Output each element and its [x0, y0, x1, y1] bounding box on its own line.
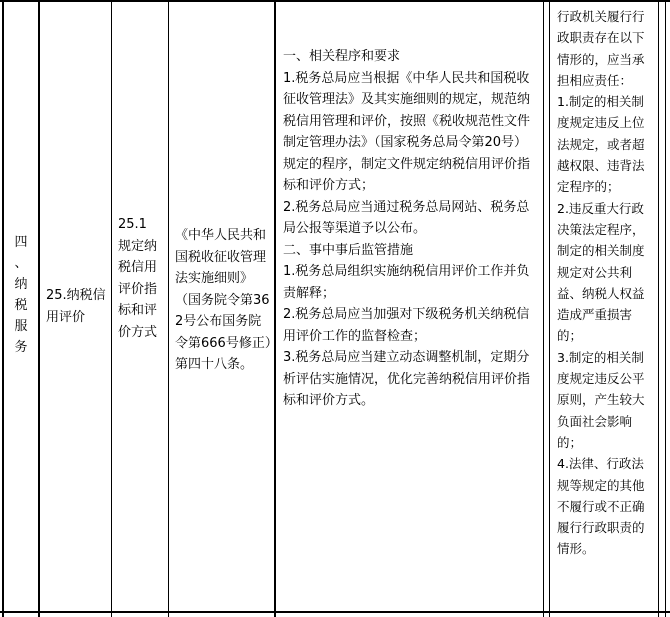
column-border: [111, 0, 112, 617]
supervision-item: 1.税务总局组织实施纳税信用评价工作并负责解释；: [283, 264, 530, 301]
liability-item: 3.制定的相关制度规定违反公平原则，产生较大负面社会影响的；: [557, 349, 645, 450]
liability-item: 2.违反重大行政决策法定程序，制定的相关制度规定对公共利益、纳税人权益造成严重损害的；: [557, 200, 645, 344]
category-char: 务: [14, 340, 28, 355]
procedures-cell: [283, 46, 539, 412]
procedures-heading-1: 一、相关程序和要求: [283, 49, 401, 64]
category-char: 纳: [14, 277, 28, 292]
table-bottom-border: [0, 611, 670, 613]
category-char: 服: [14, 319, 28, 334]
column-border: [168, 0, 169, 617]
column-border: [549, 0, 550, 617]
procedures-heading-2: 二、事中事后监管措施: [283, 242, 414, 258]
column-border: [543, 0, 544, 617]
legal-basis-text: 《中华人民共和国税收征收管理法实施细则》（国务院令第362号公布国务院令第666号修正）第四十八条。: [175, 228, 272, 372]
category-char: 、: [14, 256, 28, 271]
liability-cell: [557, 6, 656, 560]
category-char: 税: [14, 298, 28, 313]
column-border: [274, 0, 276, 617]
sub-item-cell: [118, 214, 162, 343]
sub-item-text: 25.1 规定纳税信用评价指标和评价方式: [118, 217, 158, 340]
category-cell: [4, 230, 38, 360]
table-top-border: [0, 0, 670, 2]
legal-basis-cell: [175, 225, 272, 376]
liability-item: 4.法律、行政法规等规定的其他不履行或不正确履行行政职责的情形。: [557, 456, 645, 557]
item-text: 25.纳税信用评价: [46, 288, 106, 325]
item-cell: [46, 285, 108, 328]
procedure-item: 2.税务总局应当通过税务总局网站、税务总局公报等渠道予以公布。: [283, 199, 530, 236]
category-char: 四: [14, 235, 28, 250]
liability-intro: 行政机关履行行政职责存在以下情形的，应当承担相应责任：: [557, 9, 645, 88]
supervision-item: 3.税务总局应当建立动态调整机制，定期分析评估实施情况，优化完善纳税信用评价指标和评价方式。: [283, 350, 531, 408]
supervision-item: 2.税务总局应当加强对下级税务机关纳税信用评价工作的监督检查；: [283, 307, 530, 344]
column-border: [658, 0, 659, 617]
procedure-item: 1.税务总局应当根据《中华人民共和国税收征收管理法》及其实施细则的规定，规范纳税信用管理和评价，按照《税收规范性文件制定管理办法》（国家税务总局令第20号）规定的程序，制定文件规定纳税信用评价指标和评价方式；: [283, 70, 531, 193]
liability-item: 1.制定的相关制度规定违反上位法规定，或者超越权限、违背法定程序的；: [557, 94, 645, 195]
column-border: [38, 0, 40, 617]
column-border: [665, 0, 666, 617]
